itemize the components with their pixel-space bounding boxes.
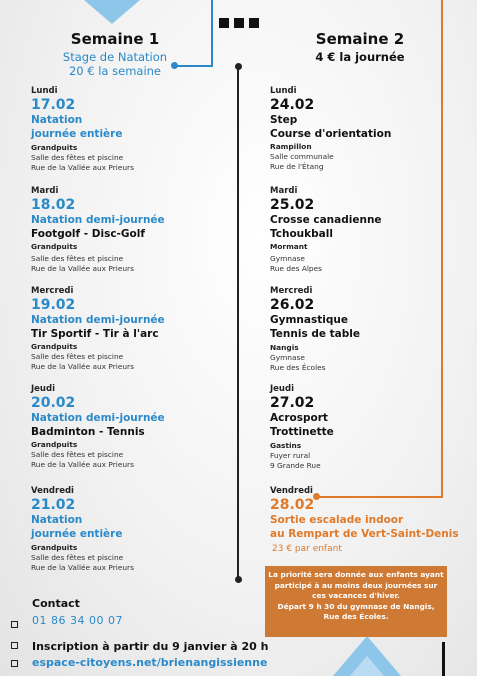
priority-notice: [265, 566, 447, 637]
activity: journée entière: [31, 127, 123, 140]
timeline-divider: [237, 66, 239, 580]
week2-day-thursday: [270, 384, 334, 470]
venue-line: Rue de l'Étang: [270, 161, 324, 171]
day-name: Lundi: [270, 86, 297, 96]
day-date: 20.02: [31, 395, 76, 411]
square-bullet-icon: [11, 642, 18, 649]
week2-day-tuesday: [270, 186, 382, 273]
notice-line: participé à au moins deux journées sur: [274, 580, 438, 590]
header-squares: [219, 18, 259, 28]
square-bullet-icon: [11, 621, 18, 628]
week2-subtitle: 4 € la journée: [315, 50, 405, 64]
website-link[interactable]: espace-citoyens.net/brienangissienne: [32, 656, 268, 669]
day-name: Vendredi: [270, 486, 313, 496]
week2-day-monday: [270, 86, 391, 171]
square-icon: [234, 18, 244, 28]
timeline-dot: [235, 63, 242, 70]
week1-subtitle-line1: Stage de Natation: [62, 50, 168, 64]
day-date: 26.02: [270, 297, 315, 313]
activity: Tir Sportif - Tir à l'arc: [31, 327, 159, 340]
activity: Natation: [31, 114, 83, 126]
venue-line: Salle des fêtes et piscine: [31, 153, 124, 162]
notice-line: Départ 9 h 30 du gymnase de Nangis,: [277, 601, 435, 611]
week2-day-friday: [270, 486, 459, 554]
day-name: Lundi: [31, 86, 58, 96]
city: Grandpuits: [31, 543, 78, 552]
venue-line: Rue de la Vallée aux Prieurs: [31, 162, 134, 172]
activity: Acrosport: [270, 412, 328, 424]
city: Mormant: [270, 242, 308, 251]
week1-day-wednesday: [31, 286, 165, 371]
venue-line: Rue de la Vallée aux Prieurs: [31, 263, 134, 273]
activity: Badminton - Tennis: [31, 425, 145, 438]
city: Grandpuits: [31, 440, 78, 449]
venue-line: Salle des fêtes et piscine: [31, 553, 124, 562]
week1-day-friday: [31, 486, 134, 572]
activity: journée entière: [31, 527, 123, 540]
day-date: 19.02: [31, 297, 76, 313]
day-name: Vendredi: [31, 486, 74, 496]
day-name: Jeudi: [270, 384, 294, 394]
week1-connector-line: [211, 0, 213, 66]
venue-line: Fuyer rural: [270, 451, 311, 460]
day-date: 21.02: [31, 497, 76, 513]
week2-connector-line: [441, 0, 443, 497]
timeline-dot: [235, 576, 242, 583]
decorative-triangle-bottom-inner: [350, 656, 384, 676]
contact-phone[interactable]: 01 86 34 00 07: [32, 614, 123, 627]
venue-line: Rue de la Vallée aux Prieurs: [31, 562, 134, 572]
venue-line: Salle des fêtes et piscine: [31, 450, 124, 459]
city: Nangis: [270, 343, 299, 352]
day-name: Mardi: [270, 186, 298, 196]
square-icon: [219, 18, 229, 28]
day-date: 17.02: [31, 97, 76, 113]
day-name: Mardi: [31, 186, 59, 196]
activity: Tchoukball: [270, 227, 333, 240]
week2-day-wednesday: [270, 286, 360, 372]
day-date: 18.02: [31, 197, 76, 213]
activity: Course d'orientation: [270, 127, 392, 140]
square-icon: [249, 18, 259, 28]
week2-title: Semaine 2: [315, 30, 405, 48]
notice-line: ces vacances d'hiver.: [312, 591, 400, 600]
venue-line: Salle des fêtes et piscine: [31, 254, 124, 263]
day-date: 25.02: [270, 197, 315, 213]
activity: Tennis de table: [270, 327, 360, 340]
activity: Trottinette: [270, 425, 334, 438]
venue-line: Gymnase: [270, 254, 305, 263]
week1-title: Semaine 1: [70, 30, 160, 48]
activity: Natation demi-journée: [31, 412, 165, 424]
day-date: 28.02: [270, 497, 315, 513]
week1-header: [30, 30, 200, 78]
city: Grandpuits: [31, 342, 78, 351]
venue-line: Rue de la Vallée aux Prieurs: [31, 361, 134, 371]
city: Rampillon: [270, 142, 312, 151]
week1-day-thursday: [31, 384, 165, 469]
activity: Natation demi-journée: [31, 214, 165, 226]
activity: Natation demi-journée: [31, 314, 165, 326]
contact-title: Contact: [32, 597, 80, 610]
day-name: Mercredi: [31, 286, 74, 296]
venue-line: Rue des Alpes: [270, 263, 323, 273]
decorative-bar: [442, 642, 445, 676]
day-date: 24.02: [270, 97, 315, 113]
venue-line: Salle des fêtes et piscine: [31, 352, 124, 361]
activity: Footgolf - Disc-Golf: [31, 227, 145, 240]
activity: Gymnastique: [270, 314, 348, 326]
day-name: Mercredi: [270, 286, 313, 296]
notice-line: La priorité sera donnée aux enfants ayant: [268, 570, 444, 579]
venue-line: 9 Grande Rue: [270, 460, 321, 470]
activity: au Rempart de Vert-Saint-Denis: [270, 527, 459, 540]
city: Gastins: [270, 441, 302, 450]
week1-subtitle-line2: 20 € la semaine: [68, 64, 162, 78]
activity: Step: [270, 114, 298, 126]
venue-line: Rue des Écoles: [270, 362, 326, 372]
venue-line: Gymnase: [270, 353, 305, 362]
registration-info: Inscription à partir du 9 janvier à 20 h: [32, 640, 269, 653]
price: 23 € par enfant: [272, 544, 342, 554]
notice-line: Rue des Écoles.: [323, 612, 389, 621]
activity: Sortie escalade indoor: [270, 514, 404, 526]
city: Grandpuits: [31, 143, 78, 152]
activity: Crosse canadienne: [270, 214, 382, 226]
decorative-triangle-top: [84, 0, 140, 24]
week1-day-monday: [31, 86, 134, 172]
activity: Natation: [31, 514, 83, 526]
day-name: Jeudi: [31, 384, 55, 394]
week1-day-tuesday: [31, 186, 165, 273]
city: Grandpuits: [31, 242, 78, 251]
venue-line: Salle communale: [270, 152, 334, 161]
week2-header: [300, 30, 420, 64]
square-bullet-icon: [11, 660, 18, 667]
day-date: 27.02: [270, 395, 315, 411]
venue-line: Rue de la Vallée aux Prieurs: [31, 459, 134, 469]
